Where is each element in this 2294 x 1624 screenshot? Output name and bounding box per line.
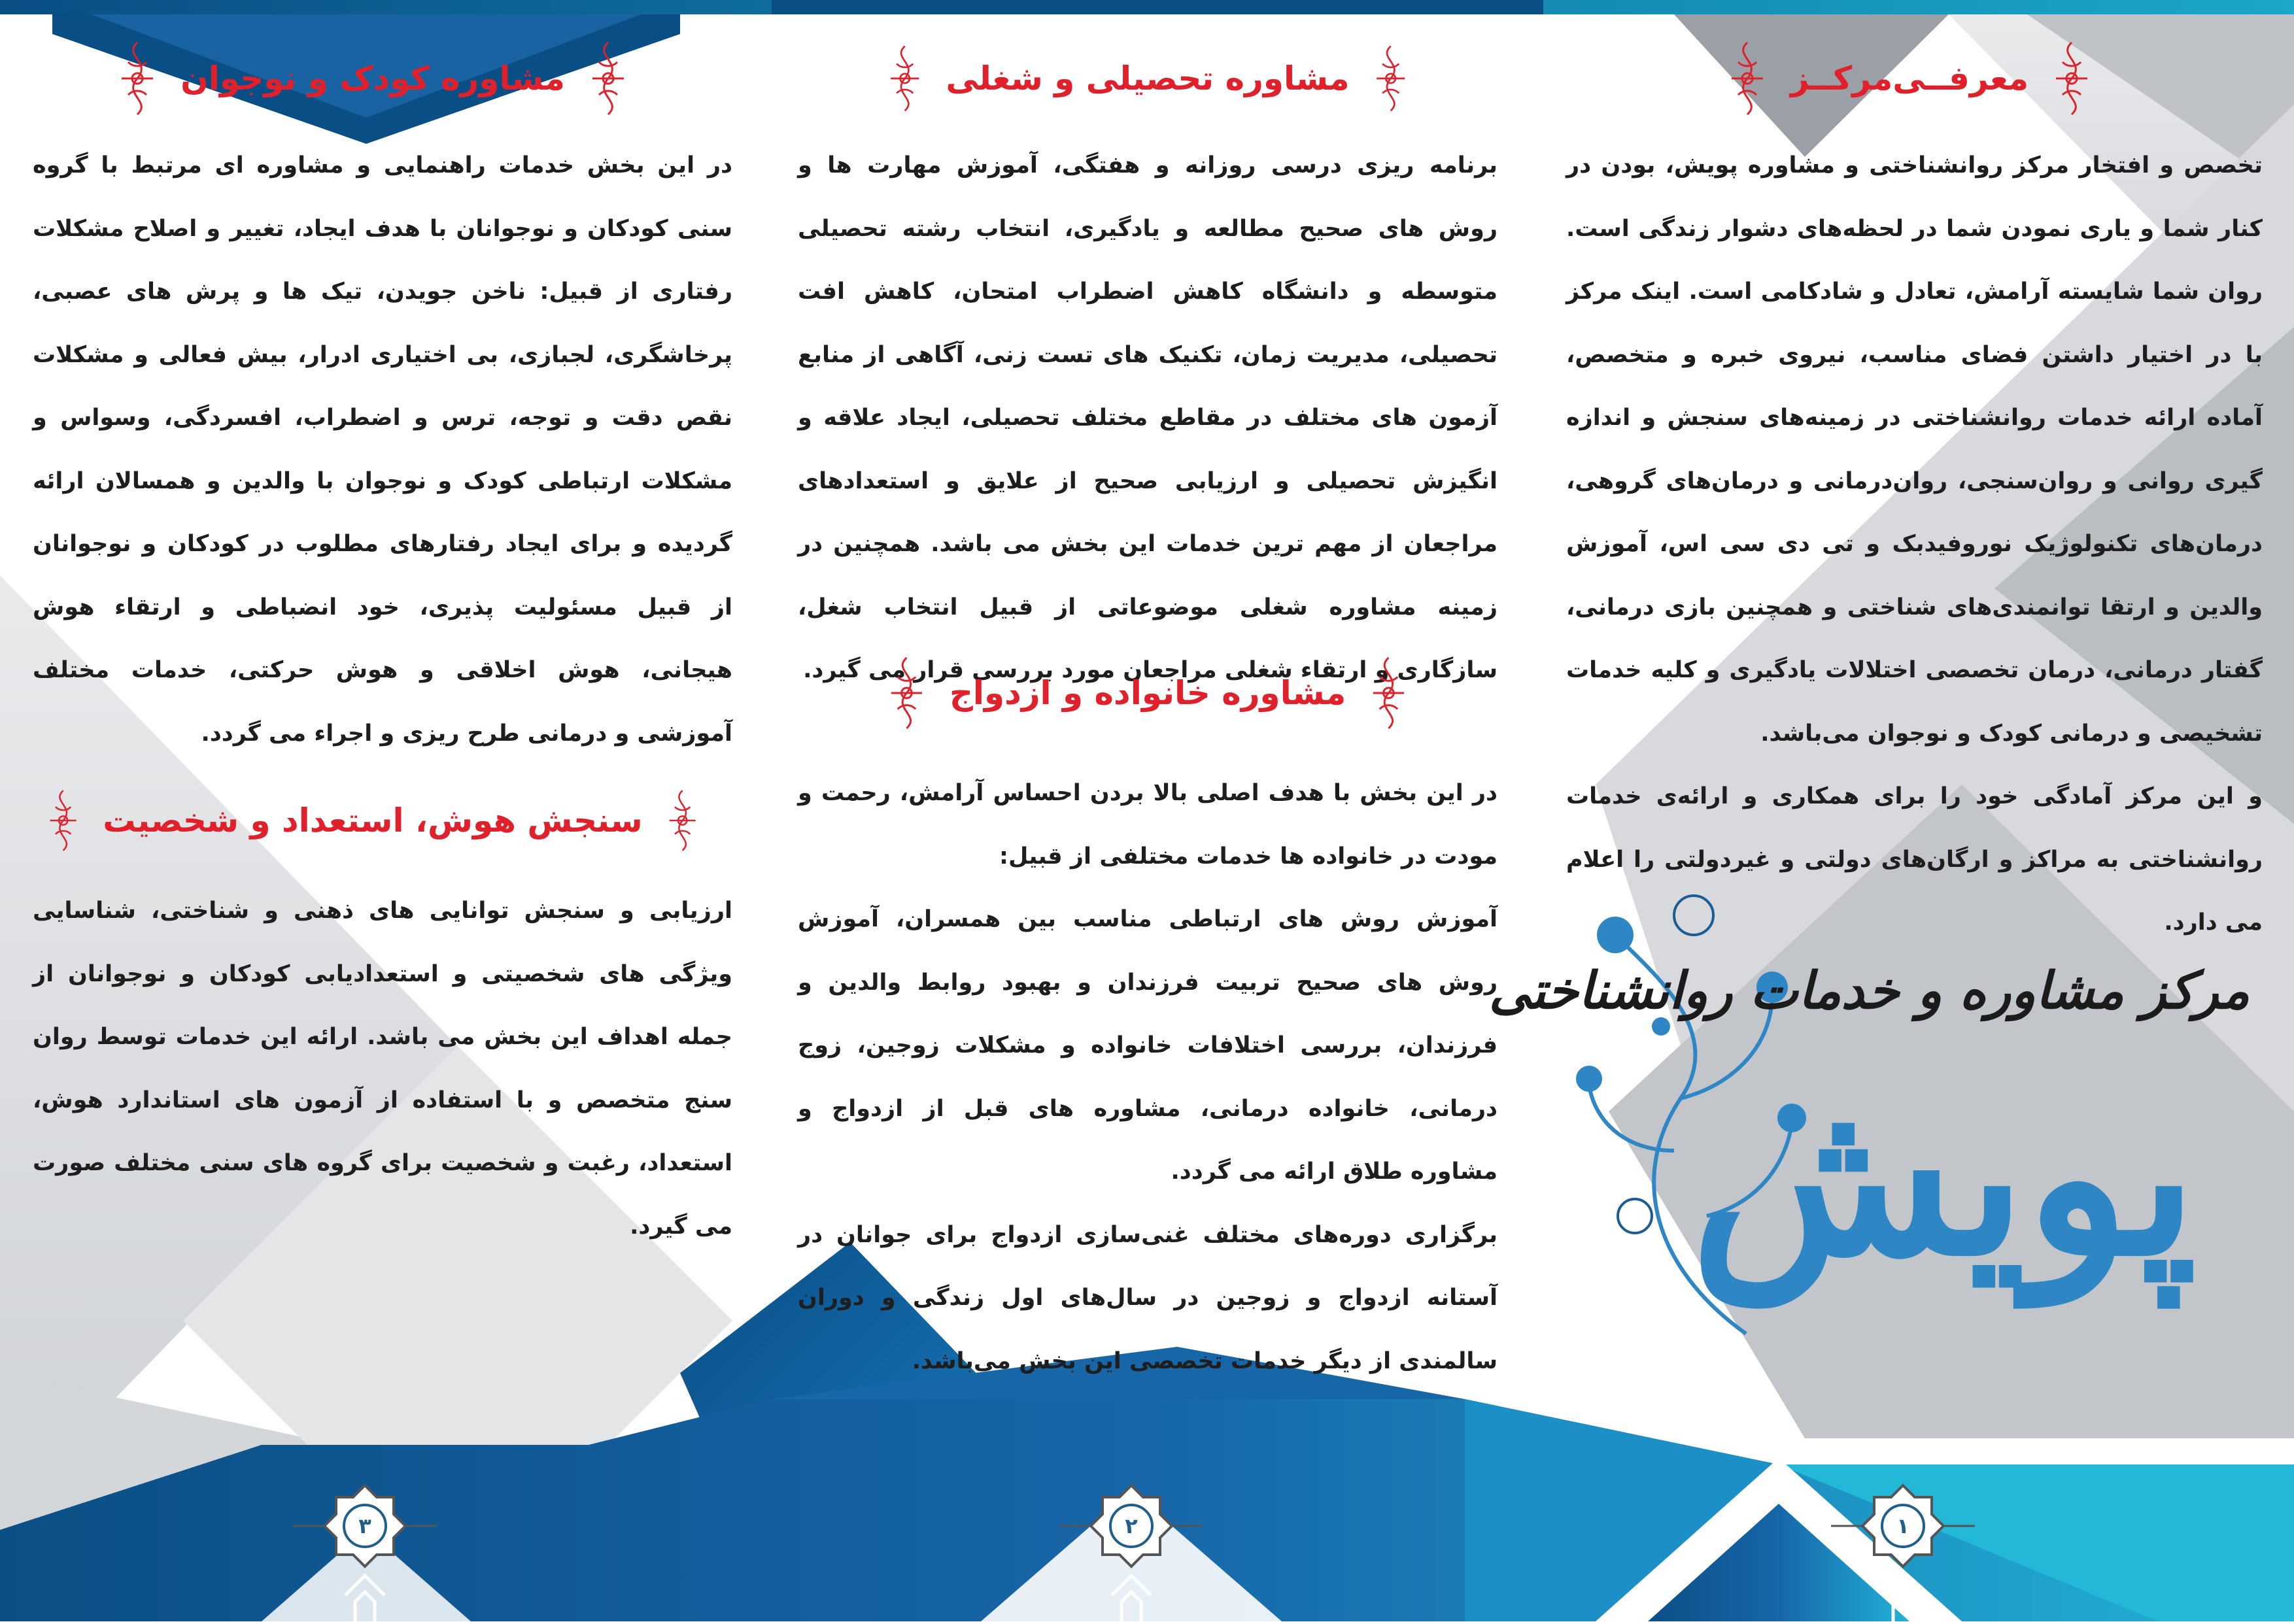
panel1-paragraph: تخصص و افتخار مرکز روانشناختی و مشاوره پویش، بودن در کنار شما و یاری نمودن شما در لحظه‌های دشوار زندگی است. روان شما شایسته آرامش، تعادل و شادکامی است. اینک مرکز با در اختیار داشتن فضای مناسب، نیروی خبره و متخصص، آماده ارائه خدمات روانشناختی در زمینه‌های سنجش و اندازه گیری روانی و روان‌سنجی، روان‌درمانی و درمان‌های گروهی، درمان‌های تکنولوژیک نوروفیدبک و تی دی سی اس، آموزش والدین و ارتقا توانمندی‌های شناختی و همچنین بازی درمانی، گفتار درمانی، درمان تخصصی اختلالات یادگیری و کلیه خدمات تشخیصی و درمانی کودک و نوجوان می‌باشد.	[1566, 152, 2263, 747]
ornament-icon	[1372, 36, 1409, 121]
ornament-icon	[886, 36, 923, 121]
ornament-icon	[1368, 651, 1409, 736]
panel1-body	[1566, 134, 2263, 955]
panel3-heading-1	[111, 36, 634, 121]
page-number-text: ۲	[1125, 1514, 1138, 1538]
panel1-paragraph: و این مرکز آمادگی خود را برای همکاری و ارائه‌ی خدمات روانشناختی به مراکز و ارگان‌های دولتی و غیردولتی را اعلام می دارد.	[1566, 783, 2263, 936]
ornament-icon	[2051, 36, 2093, 121]
panel2-paragraph: برگزاری دوره‌های مختلف غنی‌سازی ازدواج برای جوانان در آستانه ازدواج و زوجین در سال‌های اول زندگی و دوران سالمندی از دیگر خدمات تخصصی این بخش می‌باشد.	[798, 1221, 1498, 1374]
panel2-paragraph: در این بخش با هدف اصلی بالا بردن احساس آرامش، رحمت و مودت در خانواده ها خدمات مختلفی از قبیل:	[798, 780, 1498, 870]
ornament-icon	[587, 36, 629, 121]
rosette-icon	[1059, 1471, 1203, 1621]
page-number-badge-3	[293, 1471, 437, 1621]
panel2-heading-1	[886, 36, 1409, 121]
rosette-icon	[1831, 1471, 1975, 1621]
rosette-icon	[293, 1471, 437, 1621]
page-number-text: ۱	[1896, 1514, 1909, 1538]
panel3-section-2	[33, 879, 732, 1258]
logo-subtitle: مرکز مشاوره و خدمات روانشناختی	[1488, 961, 2250, 1021]
panel3-paragraph: در این بخش خدمات راهنمایی و مشاوره ای مرتبط با گروه سنی کودکان و نوجوانان با هدف ایجاد، تغییر و اصلاح مشکلات رفتاری از قبیل: ناخن جویدن، تیک ها و پرش های عصبی، پرخاشگری، لجبازی، بی اختیاری ادرار، بیش فعالی و مشکلات نقص دقت و توجه، ترس و اضطراب، افسردگی، وسواس و مشکلات ارتباطی کودک و نوجوان با والدین و همسالان ارائه گردیده و برای ایجاد رفتارهای مطلوب در کودکان و نوجوانان از قبیل مسئولیت پذیری، خود انضباطی و ارتقاء هوش هیجانی، هوش اخلاقی و هوش حرکتی، خدمات مختلف آموزشی و درمانی طرح ریزی و اجراء می گردد.	[33, 152, 732, 747]
panel2-heading-1-text: مشاوره تحصیلی و شغلی	[946, 59, 1350, 97]
panel3-paragraph: ارزیابی و سنجش توانایی های ذهنی و شناختی، شناسایی ویژگی های شخصیتی و استعدادیابی کودکان و نوجوانان از جمله اهداف این بخش می باشد. ارائه این خدمات توسط روان سنج متخصص و با استفاده از آزمون های استاندارد هوش، استعداد، رغبت و شخصیت برای گروه های سنی مختلف صورت می گیرد.	[33, 898, 732, 1240]
panel2-section-1	[798, 134, 1498, 702]
panel3-heading-1-text: مشاوره کودک و نوجوان	[180, 59, 565, 97]
ornament-icon	[665, 778, 700, 863]
page-number-badge-2	[1059, 1471, 1203, 1621]
panel2-heading-2	[886, 651, 1409, 736]
panel2-paragraph: برنامه ریزی درسی روزانه و هفتگی، آموزش مهارت ها و روش های صحیح مطالعه و یادگیری، انتخاب رشته تحصیلی متوسطه و دانشگاه کاهش اضطراب امتحان، کاهش افت تحصیلی، مدیریت زمان، تکنیک های تست زنی، آگاهی از منابع آزمون های مختلف در مقاطع مختلف تحصیلی، ایجاد علاقه و انگیزش تحصیلی و ارزیابی صحیح از علایق و استعدادهای مراجعان از مهم ترین خدمات این بخش می باشد. همچنین در زمینه مشاوره شغلی موضوعاتی از قبیل انتخاب شغل، سازگاری و ارتقاء شغلی مراجعان مورد بررسی قرار می گیرد.	[798, 152, 1498, 683]
panel3-heading-2	[46, 778, 700, 863]
logo-title: پویش	[1690, 1050, 2197, 1304]
panel1-heading	[1713, 36, 2106, 121]
ornament-icon	[1726, 36, 1768, 121]
panel3-section-1	[33, 134, 732, 765]
panel2-section-2	[798, 762, 1498, 1393]
panel2-heading-2-text: مشاوره خانواده و ازدواج	[949, 674, 1346, 712]
panel3-heading-2-text: سنجش هوش، استعداد و شخصیت	[103, 802, 643, 839]
ornament-icon	[116, 36, 158, 121]
page-number-badge-1	[1831, 1471, 1975, 1621]
panel2-paragraph: آموزش روش های ارتباطی مناسب بین همسران، آموزش روش های صحیح تربیت فرزندان و بهبود روابط والدین و فرزندان، بررسی اختلافات خانواده و مشکلات زوجین، زوج درمانی، خانواده درمانی، مشاوره های قبل از ازدواج و مشاوره طلاق ارائه می گردد.	[798, 906, 1498, 1185]
panel1-heading-text: معرفــی‌مرکــز	[1790, 59, 2029, 97]
ornament-icon	[886, 651, 927, 736]
ornament-icon	[46, 778, 80, 863]
page-number-text: ۳	[358, 1514, 371, 1538]
